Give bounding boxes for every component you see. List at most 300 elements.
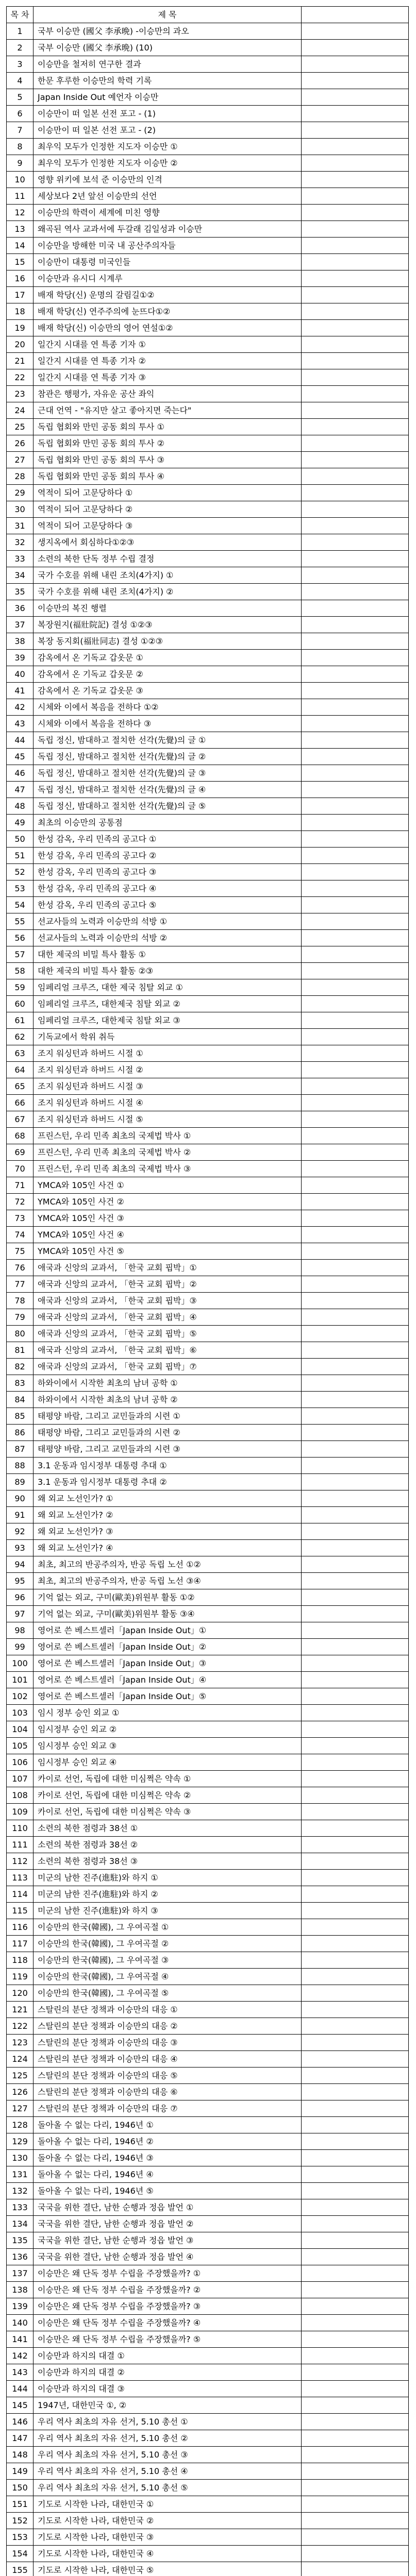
row-number: 129 xyxy=(7,2133,34,2150)
row-number: 82 xyxy=(7,1359,34,1375)
row-number: 68 xyxy=(7,1128,34,1144)
row-number: 15 xyxy=(7,254,34,270)
row-title: 임시 정부 승인 외교 ① xyxy=(34,1705,302,1721)
row-number: 31 xyxy=(7,518,34,534)
row-number: 14 xyxy=(7,238,34,254)
table-row xyxy=(7,518,409,534)
row-title: 임시정부 승인 외교 ② xyxy=(34,1721,302,1738)
table-row xyxy=(7,1029,409,1045)
table-row xyxy=(7,1903,409,1919)
row-title: 이승만이 떠 일본 선전 포고 - (2) xyxy=(34,122,302,139)
row-note xyxy=(302,353,409,369)
row-number: 29 xyxy=(7,485,34,501)
row-number: 47 xyxy=(7,782,34,798)
row-note xyxy=(302,551,409,567)
row-number: 24 xyxy=(7,402,34,419)
row-title: 역적이 되어 고문당하다 ② xyxy=(34,501,302,518)
row-note xyxy=(302,2381,409,2397)
row-title: 대한 제국의 비밀 특사 활동 ① xyxy=(34,946,302,963)
row-title: 이승만의 복진 행렬 xyxy=(34,600,302,617)
row-title: 임페리얼 크루즈, 대한제국 침탈 외교 ③ xyxy=(34,1012,302,1029)
row-number: 73 xyxy=(7,1210,34,1227)
table-row xyxy=(7,2364,409,2381)
table-row xyxy=(7,369,409,386)
table-row xyxy=(7,864,409,880)
row-number: 3 xyxy=(7,56,34,73)
row-title: 국부 이승만 (國父 李承晩) (10) xyxy=(34,40,302,56)
row-title: 기억 없는 외교, 구미(歐美)위원부 활동 ①② xyxy=(34,1589,302,1606)
table-row xyxy=(7,1012,409,1029)
row-number: 150 xyxy=(7,2480,34,2496)
row-number: 17 xyxy=(7,287,34,303)
row-title: 세상보다 2년 앞선 이승만의 선언 xyxy=(34,188,302,205)
row-number: 67 xyxy=(7,1111,34,1128)
table-row xyxy=(7,1507,409,1523)
row-number: 25 xyxy=(7,419,34,435)
row-number: 65 xyxy=(7,1078,34,1095)
row-title: 하와이에서 시작한 최초의 남녀 공학 ① xyxy=(34,1375,302,1392)
row-number: 107 xyxy=(7,1771,34,1787)
row-title: 스탈린의 분단 정책과 이승만의 대응 ③ xyxy=(34,2035,302,2051)
row-number: 40 xyxy=(7,666,34,683)
row-note xyxy=(302,2002,409,2018)
row-note xyxy=(302,617,409,633)
row-note xyxy=(302,699,409,716)
row-note xyxy=(302,1738,409,1754)
table-row xyxy=(7,2348,409,2364)
table-row xyxy=(7,188,409,205)
row-title: 소련의 북한 점령과 38선 ③ xyxy=(34,1853,302,1870)
row-note xyxy=(302,1952,409,1969)
row-title: 한성 감옥, 우리 민족의 공고다 ④ xyxy=(34,880,302,897)
table-row xyxy=(7,1672,409,1688)
row-title: 독립 정신, 밤대하고 절치한 선각(先覺)의 글 ② xyxy=(34,749,302,765)
row-note xyxy=(302,765,409,782)
row-title: 돌아올 수 없는 다리, 1946년 ④ xyxy=(34,2166,302,2183)
row-title: 왜 외교 노선인가? ④ xyxy=(34,1540,302,1556)
row-note xyxy=(302,1243,409,1260)
row-number: 122 xyxy=(7,2018,34,2035)
row-number: 106 xyxy=(7,1754,34,1771)
table-row xyxy=(7,23,409,40)
row-title: 임시정부 승인 외교 ③ xyxy=(34,1738,302,1754)
row-note xyxy=(302,122,409,139)
table-row xyxy=(7,897,409,913)
table-row xyxy=(7,996,409,1012)
row-number: 101 xyxy=(7,1672,34,1688)
row-number: 125 xyxy=(7,2067,34,2084)
row-number: 98 xyxy=(7,1622,34,1639)
table-row xyxy=(7,2381,409,2397)
row-number: 6 xyxy=(7,106,34,122)
row-number: 50 xyxy=(7,831,34,848)
header-row xyxy=(7,7,409,23)
row-title: 영어로 쓴 베스트셀러「Japan Inside Out」② xyxy=(34,1639,302,1655)
row-title: 우리 역사 최초의 자유 선거, 5.10 총선 ④ xyxy=(34,2463,302,2480)
table-row xyxy=(7,1227,409,1243)
table-row xyxy=(7,1754,409,1771)
row-note xyxy=(302,600,409,617)
row-note xyxy=(302,2018,409,2035)
table-row xyxy=(7,1721,409,1738)
row-title: 복장원지(福壯院記) 결성 ①②③ xyxy=(34,617,302,633)
table-row xyxy=(7,89,409,106)
row-number: 124 xyxy=(7,2051,34,2067)
table-row xyxy=(7,567,409,584)
row-title: 기도로 시작한 나라, 대한민국 ① xyxy=(34,2496,302,2513)
row-note xyxy=(302,468,409,485)
row-number: 74 xyxy=(7,1227,34,1243)
row-title: 영어로 쓴 베스트셀러「Japan Inside Out」① xyxy=(34,1622,302,1639)
row-note xyxy=(302,1293,409,1309)
row-note xyxy=(302,1128,409,1144)
table-row xyxy=(7,1062,409,1078)
row-title: 국가 수호를 위해 내린 조치(4가지) ② xyxy=(34,584,302,600)
row-title: YMCA와 105인 사건 ③ xyxy=(34,1210,302,1227)
row-note xyxy=(302,913,409,930)
row-number: 83 xyxy=(7,1375,34,1392)
row-note xyxy=(302,2265,409,2282)
row-note xyxy=(302,1161,409,1177)
row-number: 105 xyxy=(7,1738,34,1754)
table-row xyxy=(7,1540,409,1556)
row-number: 130 xyxy=(7,2150,34,2166)
row-number: 102 xyxy=(7,1688,34,1705)
row-title: 미군의 남한 진주(進駐)와 하지 ① xyxy=(34,1870,302,1886)
row-number: 11 xyxy=(7,188,34,205)
table-row xyxy=(7,2216,409,2232)
row-title: 하와이에서 시작한 최초의 남녀 공학 ② xyxy=(34,1392,302,1408)
row-title: 국국을 위한 결단, 남한 순행과 정읍 발언 ④ xyxy=(34,2249,302,2265)
row-note xyxy=(302,1672,409,1688)
row-number: 33 xyxy=(7,551,34,567)
row-title: 이승만의 한국(韓國), 그 우여곡절 ④ xyxy=(34,1969,302,1985)
row-number: 142 xyxy=(7,2348,34,2364)
row-note xyxy=(302,2232,409,2249)
table-row xyxy=(7,452,409,468)
row-number: 134 xyxy=(7,2216,34,2232)
table-row xyxy=(7,2397,409,2414)
row-note xyxy=(302,2447,409,2463)
row-note xyxy=(302,2496,409,2513)
row-title: 이승만의 학력이 세계에 미친 영향 xyxy=(34,205,302,221)
row-number: 112 xyxy=(7,1853,34,1870)
row-number: 79 xyxy=(7,1309,34,1326)
row-title: 일간지 시대를 연 특종 기자 ③ xyxy=(34,369,302,386)
row-note xyxy=(302,1392,409,1408)
row-title: 이승만은 왜 단독 정부 수립을 주장했을까? ⑤ xyxy=(34,2331,302,2348)
row-title: 이승만의 한국(韓國), 그 우여곡절 ② xyxy=(34,1936,302,1952)
row-title: 기도로 시작한 나라, 대한민국 ⑤ xyxy=(34,2562,302,2576)
row-title: YMCA와 105인 사건 ① xyxy=(34,1177,302,1194)
row-note xyxy=(302,1095,409,1111)
row-note xyxy=(302,798,409,815)
row-number: 104 xyxy=(7,1721,34,1738)
table-row xyxy=(7,1820,409,1837)
row-note xyxy=(302,716,409,732)
table-row xyxy=(7,1606,409,1622)
table-row xyxy=(7,2414,409,2430)
table-row xyxy=(7,1738,409,1754)
table-row xyxy=(7,2463,409,2480)
row-note xyxy=(302,2463,409,2480)
row-title: 생지옥에서 회심하다①②③ xyxy=(34,534,302,551)
row-note xyxy=(302,1523,409,1540)
row-note xyxy=(302,2562,409,2576)
row-note xyxy=(302,1540,409,1556)
row-title: 스탈린의 분단 정책과 이승만의 대응 ⑥ xyxy=(34,2084,302,2100)
row-note xyxy=(302,2331,409,2348)
row-title: 애국과 신앙의 교과서, 「한국 교회 핍박」④ xyxy=(34,1309,302,1326)
row-title: 이승만과 하지의 대결 ③ xyxy=(34,2381,302,2397)
row-title: 왜 외교 노선인가? ① xyxy=(34,1490,302,1507)
toc-table xyxy=(6,6,409,2576)
row-note xyxy=(302,2513,409,2529)
row-note xyxy=(302,1589,409,1606)
row-title: 독립 정신, 밤대하고 절치한 선각(先覺)의 글 ③ xyxy=(34,765,302,782)
row-note xyxy=(302,1870,409,1886)
table-row xyxy=(7,155,409,172)
row-note xyxy=(302,205,409,221)
table-row xyxy=(7,2002,409,2018)
row-number: 80 xyxy=(7,1326,34,1342)
table-row xyxy=(7,1111,409,1128)
table-row xyxy=(7,683,409,699)
table-row xyxy=(7,1392,409,1408)
row-title: 태평양 바람, 그리고 교민들과의 시련 ② xyxy=(34,1425,302,1441)
table-row xyxy=(7,2133,409,2150)
row-number: 41 xyxy=(7,683,34,699)
row-title: 국부 이승만 (國父 李承晩) -이승만의 과오 xyxy=(34,23,302,40)
table-row xyxy=(7,1474,409,1490)
row-number: 118 xyxy=(7,1952,34,1969)
table-row xyxy=(7,435,409,452)
row-number: 127 xyxy=(7,2100,34,2117)
row-number: 5 xyxy=(7,89,34,106)
row-number: 59 xyxy=(7,979,34,996)
row-number: 52 xyxy=(7,864,34,880)
table-row xyxy=(7,1985,409,2002)
row-title: 3.1 운동과 임시정부 대통령 추대 ② xyxy=(34,1474,302,1490)
table-row xyxy=(7,238,409,254)
row-title: 기도로 시작한 나라, 대한민국 ③ xyxy=(34,2529,302,2546)
row-note xyxy=(302,732,409,749)
row-note xyxy=(302,2183,409,2199)
table-row xyxy=(7,732,409,749)
row-number: 48 xyxy=(7,798,34,815)
row-title: 프린스턴, 우리 민족 최초의 국제법 박사 ② xyxy=(34,1144,302,1161)
row-number: 43 xyxy=(7,716,34,732)
table-row xyxy=(7,1870,409,1886)
table-row xyxy=(7,650,409,666)
table-row xyxy=(7,1458,409,1474)
row-title: 역적이 되어 고문당하다 ③ xyxy=(34,518,302,534)
table-row xyxy=(7,1969,409,1985)
row-number: 63 xyxy=(7,1045,34,1062)
table-row xyxy=(7,930,409,946)
row-title: 이승만은 왜 단독 정부 수립을 주장했을까? ① xyxy=(34,2265,302,2282)
row-title: 이승만은 왜 단독 정부 수립을 주장했을까? ③ xyxy=(34,2298,302,2315)
row-number: 100 xyxy=(7,1655,34,1672)
table-row xyxy=(7,1804,409,1820)
row-note xyxy=(302,485,409,501)
table-row xyxy=(7,699,409,716)
row-number: 108 xyxy=(7,1787,34,1804)
row-number: 119 xyxy=(7,1969,34,1985)
row-title: 소련의 북한 단독 정부 수립 결정 xyxy=(34,551,302,567)
row-note xyxy=(302,402,409,419)
row-number: 136 xyxy=(7,2249,34,2265)
table-row xyxy=(7,798,409,815)
toc-body xyxy=(7,23,409,2576)
table-row xyxy=(7,1639,409,1655)
row-note xyxy=(302,2117,409,2133)
row-note xyxy=(302,336,409,353)
table-row xyxy=(7,336,409,353)
row-number: 60 xyxy=(7,996,34,1012)
row-note xyxy=(302,1606,409,1622)
row-title: 스탈린의 분단 정책과 이승만의 대응 ④ xyxy=(34,2051,302,2067)
table-row xyxy=(7,666,409,683)
row-title: 기도로 시작한 나라, 대한민국 ② xyxy=(34,2513,302,2529)
row-note xyxy=(302,2397,409,2414)
row-note xyxy=(302,1853,409,1870)
row-title: YMCA와 105인 사건 ⑤ xyxy=(34,1243,302,1260)
row-note xyxy=(302,89,409,106)
row-number: 32 xyxy=(7,534,34,551)
table-row xyxy=(7,913,409,930)
row-note xyxy=(302,1804,409,1820)
table-row xyxy=(7,468,409,485)
table-row xyxy=(7,2199,409,2216)
table-row xyxy=(7,1293,409,1309)
row-title: 소련의 북한 점령과 38선 ② xyxy=(34,1837,302,1853)
row-note xyxy=(302,1969,409,1985)
table-row xyxy=(7,1260,409,1276)
table-row xyxy=(7,1622,409,1639)
row-number: 149 xyxy=(7,2463,34,2480)
row-number: 27 xyxy=(7,452,34,468)
row-title: 스탈린의 분단 정책과 이승만의 대응 ② xyxy=(34,2018,302,2035)
row-title: 조지 워싱턴과 하버드 시절 ③ xyxy=(34,1078,302,1095)
row-title: 태평양 바람, 그리고 교민들과의 시련 ① xyxy=(34,1408,302,1425)
table-row xyxy=(7,254,409,270)
table-row xyxy=(7,2265,409,2282)
row-note xyxy=(302,963,409,979)
header-number: 목 차 xyxy=(7,7,34,23)
row-title: 선교사들의 노력과 이승만의 석방 ① xyxy=(34,913,302,930)
table-row xyxy=(7,782,409,798)
row-title: 배재 학당(신) 운명의 갈림길①② xyxy=(34,287,302,303)
row-title: 최우익 모두가 인정한 지도자 이승만 ① xyxy=(34,139,302,155)
row-note xyxy=(302,303,409,320)
row-title: YMCA와 105인 사건 ④ xyxy=(34,1227,302,1243)
row-title: 최초의 이승만의 공통점 xyxy=(34,815,302,831)
row-title: 감옥에서 온 기독교 갑옷문 ③ xyxy=(34,683,302,699)
row-title: 왜 외교 노선인가? ③ xyxy=(34,1523,302,1540)
table-row xyxy=(7,1705,409,1721)
row-number: 56 xyxy=(7,930,34,946)
row-title: 이승만은 왜 단독 정부 수립을 주장했을까? ④ xyxy=(34,2315,302,2331)
row-number: 51 xyxy=(7,848,34,864)
row-note xyxy=(302,452,409,468)
row-title: 애국과 신앙의 교과서, 「한국 교회 핍박」③ xyxy=(34,1293,302,1309)
row-title: 이승만의 한국(韓國), 그 우여곡절 ③ xyxy=(34,1952,302,1969)
row-note xyxy=(302,1012,409,1029)
table-row xyxy=(7,1589,409,1606)
table-row xyxy=(7,979,409,996)
row-note xyxy=(302,1425,409,1441)
row-title: 애국과 신앙의 교과서, 「한국 교회 핍박」② xyxy=(34,1276,302,1293)
row-title: 우리 역사 최초의 자유 선거, 5.10 총선 ③ xyxy=(34,2447,302,2463)
table-row xyxy=(7,73,409,89)
table-row xyxy=(7,2117,409,2133)
row-title: 한성 감옥, 우리 민족의 공고다 ② xyxy=(34,848,302,864)
table-row xyxy=(7,2051,409,2067)
row-number: 153 xyxy=(7,2529,34,2546)
row-title: 미군의 남한 진주(進駐)와 하지 ② xyxy=(34,1886,302,1903)
row-number: 81 xyxy=(7,1342,34,1359)
row-number: 64 xyxy=(7,1062,34,1078)
row-number: 39 xyxy=(7,650,34,666)
table-row xyxy=(7,1078,409,1095)
row-title: 기억 없는 외교, 구미(歐美)위원부 활동 ③④ xyxy=(34,1606,302,1622)
row-number: 58 xyxy=(7,963,34,979)
row-note xyxy=(302,815,409,831)
table-row xyxy=(7,2150,409,2166)
row-number: 42 xyxy=(7,699,34,716)
row-title: 영어로 쓴 베스트셀러「Japan Inside Out」③ xyxy=(34,1655,302,1672)
table-row xyxy=(7,1243,409,1260)
row-number: 70 xyxy=(7,1161,34,1177)
row-note xyxy=(302,864,409,880)
row-title: 미군의 남한 진주(進駐)와 하지 ③ xyxy=(34,1903,302,1919)
row-number: 38 xyxy=(7,633,34,650)
row-title: 스탈린의 분단 정책과 이승만의 대응 ⑤ xyxy=(34,2067,302,2084)
table-row xyxy=(7,303,409,320)
row-note xyxy=(302,749,409,765)
row-title: 애국과 신앙의 교과서, 「한국 교회 핍박」① xyxy=(34,1260,302,1276)
row-note xyxy=(302,683,409,699)
row-note xyxy=(302,1408,409,1425)
row-number: 26 xyxy=(7,435,34,452)
row-note xyxy=(302,1194,409,1210)
row-number: 90 xyxy=(7,1490,34,1507)
row-number: 143 xyxy=(7,2364,34,2381)
row-number: 140 xyxy=(7,2315,34,2331)
row-number: 69 xyxy=(7,1144,34,1161)
row-number: 132 xyxy=(7,2183,34,2199)
row-note xyxy=(302,2150,409,2166)
row-note xyxy=(302,435,409,452)
table-row xyxy=(7,2298,409,2315)
row-note xyxy=(302,155,409,172)
row-number: 146 xyxy=(7,2414,34,2430)
row-number: 10 xyxy=(7,172,34,188)
row-title: 최초, 최고의 반공주의자, 반공 독립 노선 ①② xyxy=(34,1556,302,1573)
row-number: 144 xyxy=(7,2381,34,2397)
table-row xyxy=(7,2430,409,2447)
row-note xyxy=(302,1639,409,1655)
table-row xyxy=(7,1441,409,1458)
table-row xyxy=(7,2282,409,2298)
row-number: 77 xyxy=(7,1276,34,1293)
row-number: 78 xyxy=(7,1293,34,1309)
table-row xyxy=(7,106,409,122)
row-note xyxy=(302,2133,409,2150)
row-number: 55 xyxy=(7,913,34,930)
row-title: 이승만을 철저히 연구한 결과 xyxy=(34,56,302,73)
